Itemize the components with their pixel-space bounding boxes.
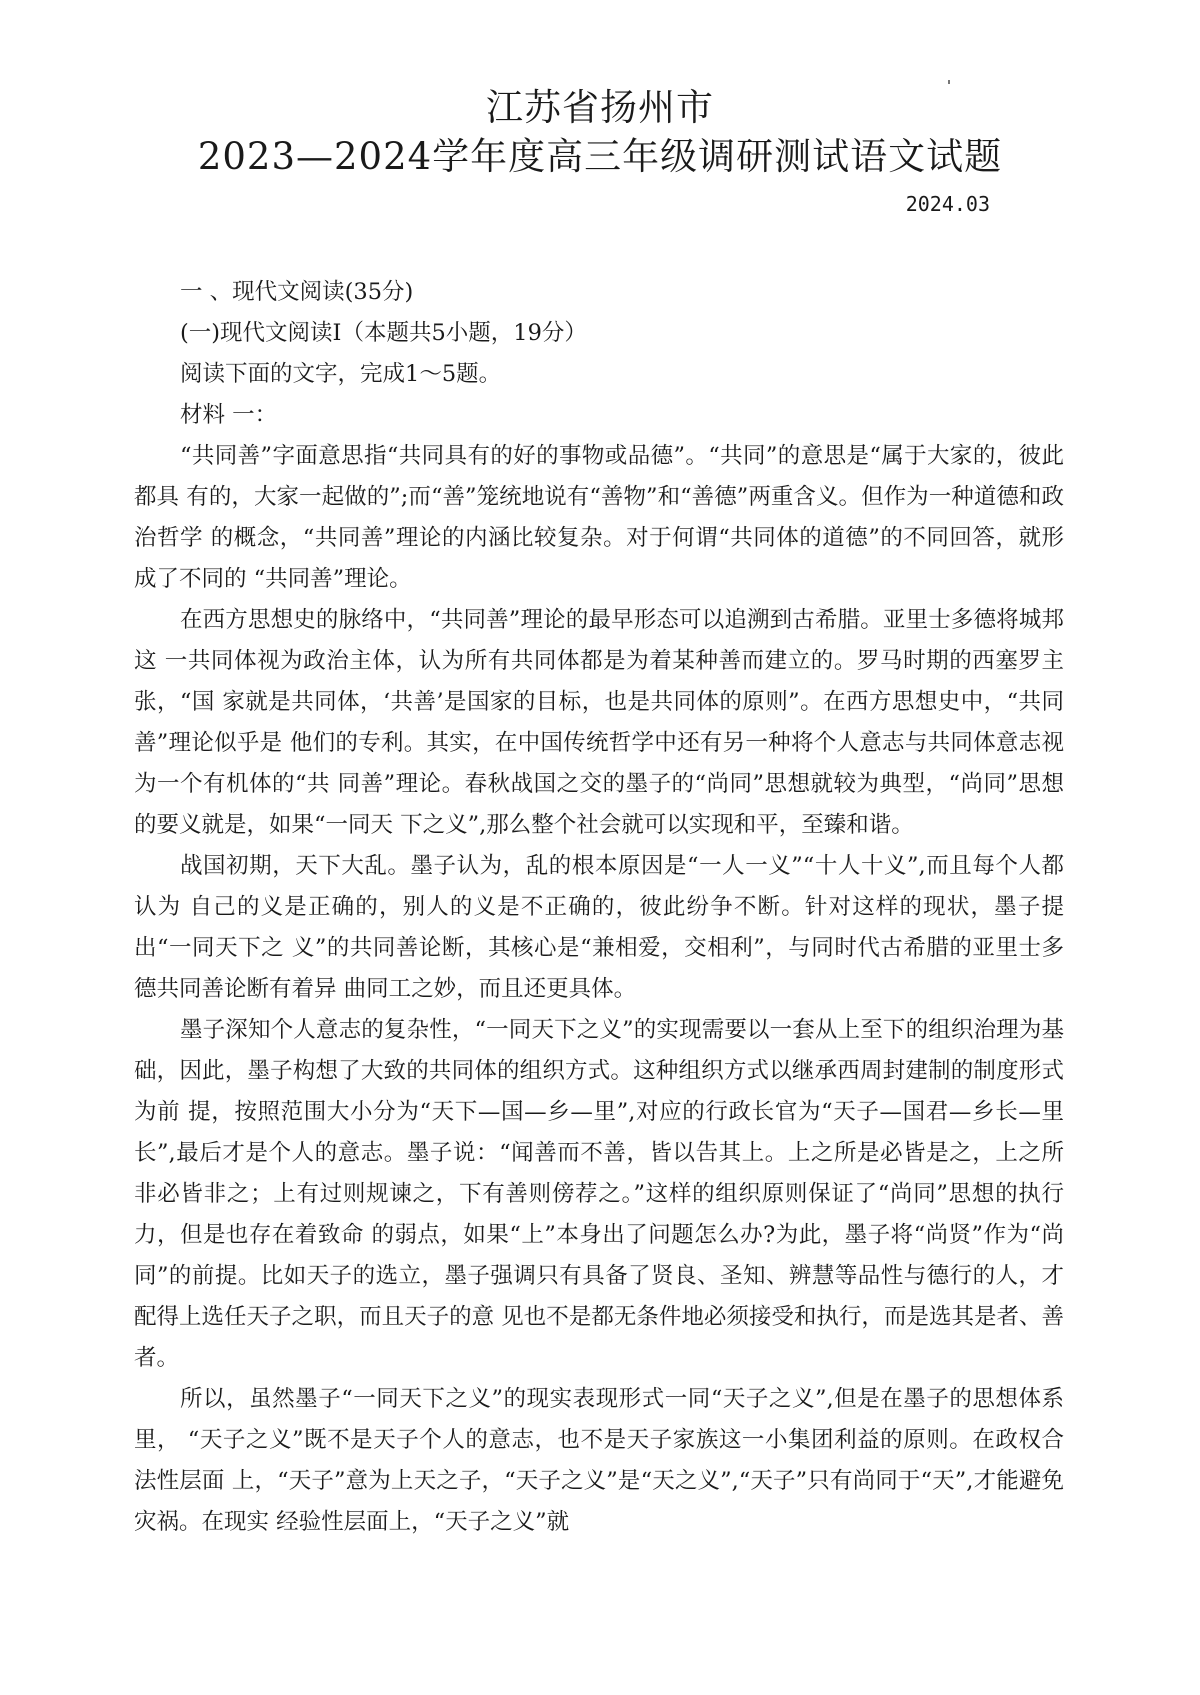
- paragraph: “共同善”字面意思指“共同具有的好的事物或品德”。“共同”的意思是“属于大家的，彼此都具 有的，大家一起做的”;而“善”笼统地说有“善物”和“善德”两重含义。但作为一种道德和政治哲学 的概念，“共同善”理论的内涵比较复杂。对于何谓“共同体的道德”的不同回答，就形成了不同的 “共同善”理论。: [134, 443, 1064, 592]
- material-label: 材料 一：: [180, 402, 278, 428]
- exam-date: 2024.03: [905, 192, 990, 216]
- reading-section: [134, 272, 1064, 1543]
- paragraph: 战国初期，天下大乱。墨子认为，乱的根本原因是“一人一义”“十人十义”,而且每个人都认为 自己的义是正确的，别人的义是不正确的，彼此纷争不断。针对这样的现状，墨子提出“一同天下之 义”的共同善论断，其核心是“兼相爱，交相利”，与同时代古希腊的亚里士多德共同善论断有着异 曲同工之妙，而且还更具体。: [134, 853, 1064, 1002]
- paragraph: 所以，虽然墨子“一同天下之义”的现实表现形式一同“天子之义”,但是在墨子的思想体系里， “天子之义”既不是天子个人的意志，也不是天子家族这一小集团利益的原则。在政权合法性层面 上，“天子”意为上天之子，“天子之义”是“天之义”,“天子”只有尚同于“天”,才能避免灾祸。在现实 经验性层面上，“天子之义”就: [134, 1386, 1064, 1535]
- section-instruction: 阅读下面的文字，完成1～5题。: [180, 361, 502, 387]
- section-subheading: (一)现代文阅读I（本题共5小题，19分）: [180, 320, 587, 346]
- exam-title: 2023—2024学年度高三年级调研测试语文试题: [197, 135, 1003, 178]
- section-heading: 一 、现代文阅读(35分): [180, 279, 414, 305]
- region-title: 江苏省扬州市: [486, 86, 714, 129]
- paragraph: 墨子深知个人意志的复杂性，“一同天下之义”的实现需要以一套从上至下的组织治理为基 础，因此，墨子构想了大致的共同体的组织方式。这种组织方式以继承西周封建制的制度形式为前 提，按照范围大小分为“天下—国—乡—里”,对应的行政长官为“天子—国君—乡长—里长”,最后才是个人的意志。墨子说：“闻善而不善，皆以告其上。上之所是必皆是之，上之所非必皆非之；上有过则规谏之，下有善则傍荐之。”这样的组织原则保证了“尚同”思想的执行力，但是也存在着致命 的弱点，如果“上”本身出了问题怎么办?为此，墨子将“尚贤”作为“尚同”的前提。比如天子的选立，墨子强调只有具备了贤良、圣知、辨慧等品性与德行的人，才配得上选任天子之职，而且天子的意 见也不是都无条件地必须接受和执行，而是选其是者、善者。: [134, 1017, 1064, 1371]
- paragraph: 在西方思想史的脉络中，“共同善”理论的最早形态可以追溯到古希腊。亚里士多德将城邦这 一共同体视为政治主体，认为所有共同体都是为着某种善而建立的。罗马时期的西塞罗主张，“国 家就是共同体，‘共善’是国家的目标，也是共同体的原则”。在西方思想史中，“共同善”理论似乎是 他们的专利。其实，在中国传统哲学中还有另一种将个人意志与共同体意志视为一个有机体的“共 同善”理论。春秋战国之交的墨子的“尚同”思想就较为典型，“尚同”思想的要义就是，如果“一同天 下之义”,那么整个社会就可以实现和平，至臻和谐。: [134, 607, 1064, 838]
